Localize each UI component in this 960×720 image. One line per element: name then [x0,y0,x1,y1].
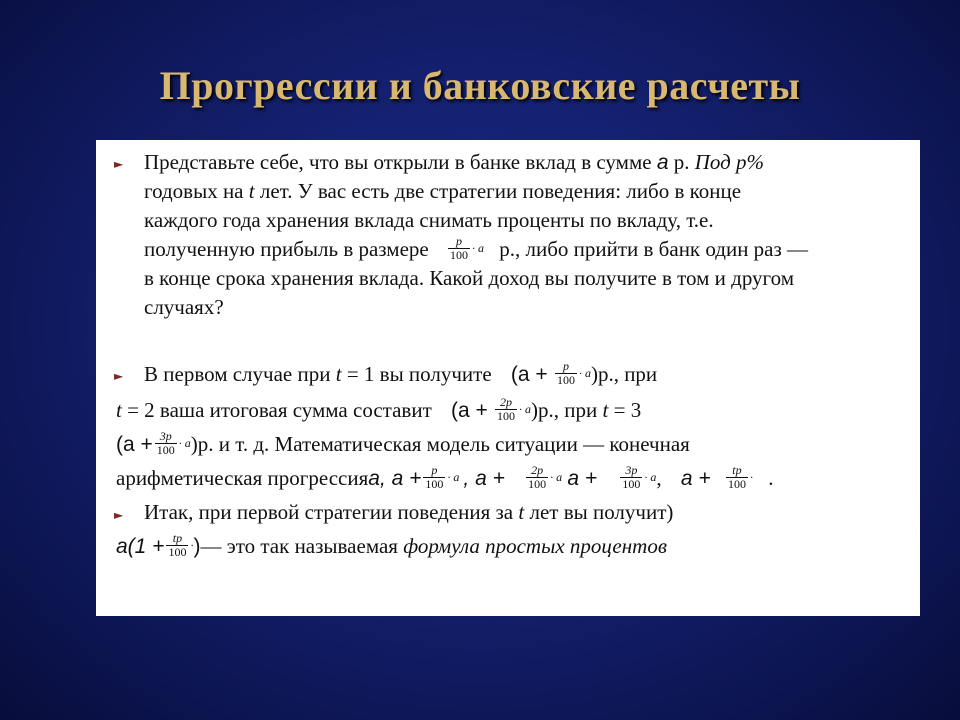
p1-line-2: годовых на t лет. У вас есть две стратегии поведения: либо в конце [144,179,742,203]
p2-line-4: арифметическая прогрессияa, a + $\frac{p}{100}$ · a , a + $\frac{2p}{100}$ · a a + $\frac{3p}{100}$ · a, a + $\frac{tp}{100}$ · . [116,462,774,491]
fraction: $\frac{tp}{100}$ [168,530,187,559]
p1-line-6: случаях? [144,295,224,319]
slide-title: Прогрессии и банковские расчеты [159,63,801,108]
p3-line-2: a(1 + $\frac{tp}{100}$ ·)— это так называемая формула простых процентов [116,530,667,559]
fraction: $\frac{p}{100}$ [556,358,575,387]
fraction: $\frac{3p}{100}$ [622,462,641,491]
fraction: $\frac{p}{100}$ [449,233,468,262]
p3-line-1: Итак, при первой стратегии поведения за t лет вы получит) [144,500,674,524]
bullet-1-icon: ► [114,157,124,171]
p1-line-3: каждого года хранения вклада снимать проценты по вкладу, т.е. [144,208,714,232]
fraction: $\frac{tp}{100}$ [727,462,746,491]
bullet-2-icon: ► [114,369,124,383]
p2-line-3: (a + $\frac{3p}{100}$ · a)р. и т. д. Математическая модель ситуации — конечная [116,428,690,457]
content-box [96,140,920,616]
p2-line-2: t = 2 ваша итоговая сумма составит (a + $\frac{2p}{100}$ · a)р., при t = 3 [116,394,642,423]
fraction: $\frac{3p}{100}$ [156,428,175,457]
p2-line-1: В первом случае при t = 1 вы получите (a + $\frac{p}{100}$ · a)р., при [144,358,658,387]
fraction: $\frac{p}{100}$ [425,462,444,491]
fraction: $\frac{2p}{100}$ [497,394,516,423]
p1-line-5: в конце срока хранения вклада. Какой доход вы получите в том и другом [144,266,795,290]
fraction: $\frac{2p}{100}$ [528,462,547,491]
p1-line-1: Представьте себе, что вы открыли в банке вклад в сумме a р. Под p% [144,150,765,174]
bullet-3-icon: ► [114,508,124,522]
p1-line-4: полученную прибыль в размере $\frac{p}{100}$ · a р., либо прийти в банк один раз — [144,233,809,262]
